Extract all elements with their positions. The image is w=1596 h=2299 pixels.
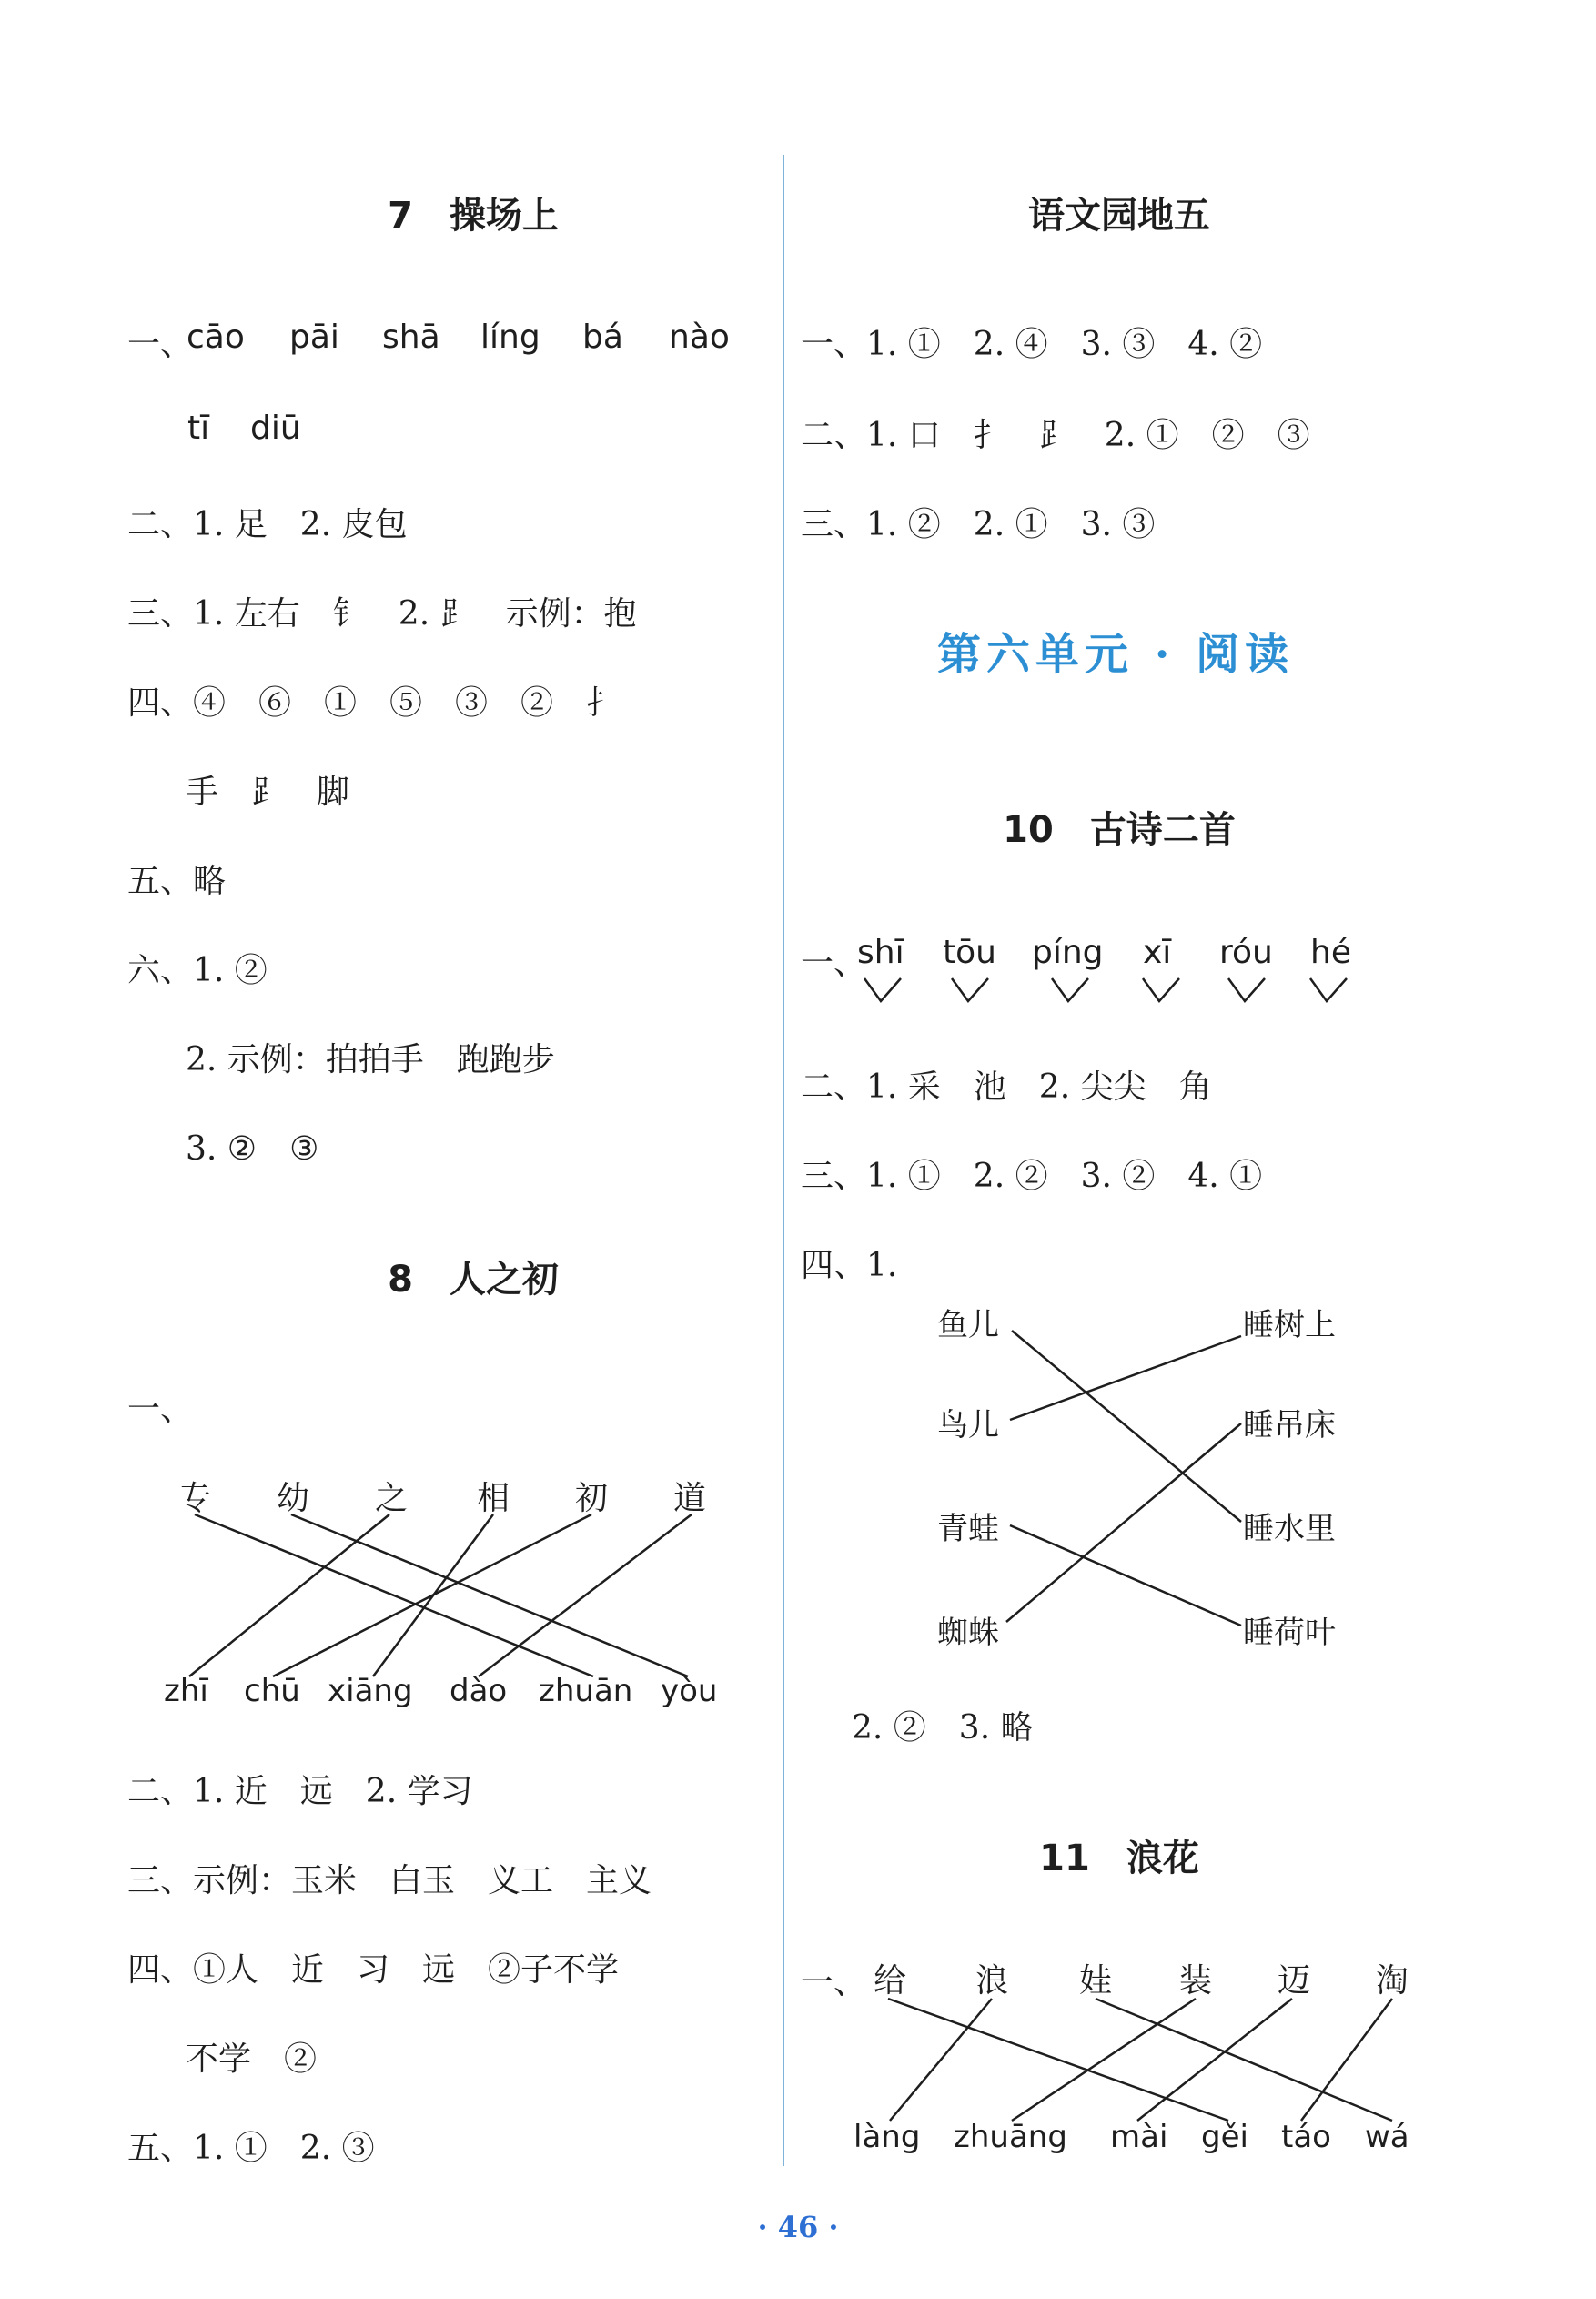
lesson7-q2: 二、1. 足 2. 皮包 xyxy=(127,506,408,543)
lesson8-q1-prefix: 一、 xyxy=(127,1391,194,1428)
q4-right-item-1: 睡吊床 xyxy=(1243,1407,1336,1443)
lesson10-q4-label: 四、1. xyxy=(801,1247,898,1284)
lesson8-top-char-4: 初 xyxy=(575,1480,609,1517)
lesson8-top-char-5: 道 xyxy=(673,1480,707,1517)
lesson10-pinyin-2: píng xyxy=(1032,934,1104,971)
q4-right-item-3: 睡荷叶 xyxy=(1243,1615,1336,1651)
lesson7-q1-pinyin-1: pāi xyxy=(289,319,339,356)
lesson8-q4-row2: 不学 ② xyxy=(186,2041,318,2078)
lesson8-bottom-pinyin-2: xiāng xyxy=(328,1673,413,1709)
lesson8-top-char-0: 专 xyxy=(178,1480,212,1517)
lesson11-bottom-pinyin-1: zhuāng xyxy=(954,2119,1067,2155)
lesson11-top-char-3: 装 xyxy=(1179,1962,1213,2000)
lesson11-top-char-4: 迈 xyxy=(1278,1962,1311,2000)
lesson7-q1-pinyin-6: tī xyxy=(187,410,210,447)
yuwen5-q1: 一、1. ① 2. ④ 3. ③ 4. ② xyxy=(801,326,1263,363)
lesson11-top-char-5: 淘 xyxy=(1376,1962,1409,2000)
lesson7-q1-pinyin-4: bá xyxy=(582,319,623,356)
q4-left-item-0: 鱼儿 xyxy=(937,1307,999,1343)
lesson11-top-char-2: 娃 xyxy=(1079,1962,1113,2000)
lesson11-bottom-pinyin-5: wá xyxy=(1365,2119,1409,2155)
lesson11-bottom-pinyin-2: mài xyxy=(1110,2119,1168,2155)
lesson7-q1-pinyin-5: nào xyxy=(669,319,730,356)
yuwen5-title: 语文园地五 xyxy=(1028,195,1210,237)
unit-heading: 第六单元 · 阅读 xyxy=(937,629,1295,680)
lesson8-bottom-pinyin-3: dào xyxy=(450,1673,508,1709)
lesson7-q3: 三、1. 左右 钅 2. ⻊ 示例：抱 xyxy=(127,595,637,633)
lesson10-pinyin-1: tōu xyxy=(943,934,996,971)
lesson8-top-char-3: 相 xyxy=(477,1480,510,1517)
lesson7-q6-3: 3. ② ③ xyxy=(186,1130,319,1168)
lesson11-bottom-pinyin-3: gěi xyxy=(1201,2119,1248,2155)
lesson7-q1-prefix: 一、 xyxy=(127,326,194,363)
lesson8-bottom-pinyin-0: zhī xyxy=(164,1673,208,1709)
lesson7-title: 7 操场上 xyxy=(388,195,559,237)
lesson7-q1-pinyin-0: cāo xyxy=(187,319,245,356)
lesson8-top-char-2: 之 xyxy=(375,1480,409,1517)
page-number: · 46 · xyxy=(757,2210,839,2244)
lesson8-q2: 二、1. 近 远 2. 学习 xyxy=(127,1773,473,1810)
lesson8-q5: 五、1. ① 2. ③ xyxy=(127,2130,375,2167)
lesson11-title: 11 浪花 xyxy=(1039,1838,1199,1879)
q4-left-item-2: 青蛙 xyxy=(937,1511,999,1547)
lesson10-title: 10 古诗二首 xyxy=(1003,809,1236,851)
lesson10-q4-2-3: 2. ② 3. 略 xyxy=(852,1709,1034,1747)
lesson10-q1-prefix: 一、 xyxy=(801,945,867,982)
match-zhuang xyxy=(1012,1999,1196,2121)
lesson7-q5: 五、略 xyxy=(127,863,227,900)
yuwen5-q3: 三、1. ② 2. ① 3. ③ xyxy=(801,506,1156,543)
match-gei xyxy=(888,1999,1228,2121)
lesson11-top-char-0: 给 xyxy=(874,1962,907,2000)
lesson8-top-char-1: 幼 xyxy=(277,1480,310,1517)
lesson8-bottom-pinyin-5: yòu xyxy=(661,1673,718,1709)
lesson10-pinyin-5: hé xyxy=(1310,934,1351,971)
lesson10-q3: 三、1. ① 2. ② 3. ② 4. ① xyxy=(801,1158,1263,1195)
lesson7-q6-2: 2. 示例：拍拍手 跑跑步 xyxy=(186,1041,555,1079)
lesson7-q1-pinyin-3: líng xyxy=(480,319,540,356)
lesson7-q1-pinyin-2: shā xyxy=(382,319,440,356)
lesson11-bottom-pinyin-4: táo xyxy=(1281,2119,1331,2155)
match-mai xyxy=(1137,1999,1292,2121)
q4-left-item-3: 蜘蛛 xyxy=(937,1615,999,1651)
lesson8-q4-row1: 四、①人 近 习 远 ②子不学 xyxy=(127,1951,620,1989)
lesson10-pinyin-3: xī xyxy=(1143,934,1172,971)
lesson11-q1-prefix: 一、 xyxy=(801,1964,867,2001)
lesson11-top-char-1: 浪 xyxy=(975,1962,1009,2000)
lesson8-bottom-pinyin-1: chū xyxy=(244,1673,300,1709)
lesson10-q2: 二、1. 采 池 2. 尖尖 角 xyxy=(801,1068,1212,1106)
q4-left-item-1: 鸟儿 xyxy=(937,1407,999,1443)
lesson7-q4-row1: 四、④ ⑥ ① ⑤ ③ ② 扌 xyxy=(127,684,620,722)
yuwen5-q2: 二、1. ⼝ 扌 ⻊ 2. ① ② ③ xyxy=(801,417,1310,454)
lesson8-bottom-pinyin-4: zhuān xyxy=(539,1673,633,1709)
lesson7-q1-pinyin-7: diū xyxy=(250,410,301,447)
lesson10-pinyin-0: shī xyxy=(857,934,904,971)
lesson7-q6-1: 六、1. ② xyxy=(127,952,268,989)
lesson8-q3: 三、示例：玉米 白玉 义工 主义 xyxy=(127,1862,652,1899)
lesson7-q4-row2: 手 ⻊ 脚 xyxy=(186,774,350,811)
q4-right-item-2: 睡水里 xyxy=(1243,1511,1336,1547)
q4-right-item-0: 睡树上 xyxy=(1243,1307,1336,1343)
lesson8-title: 8 人之初 xyxy=(388,1259,559,1301)
lesson11-bottom-pinyin-0: làng xyxy=(854,2119,921,2155)
lesson10-pinyin-4: róu xyxy=(1219,934,1273,971)
